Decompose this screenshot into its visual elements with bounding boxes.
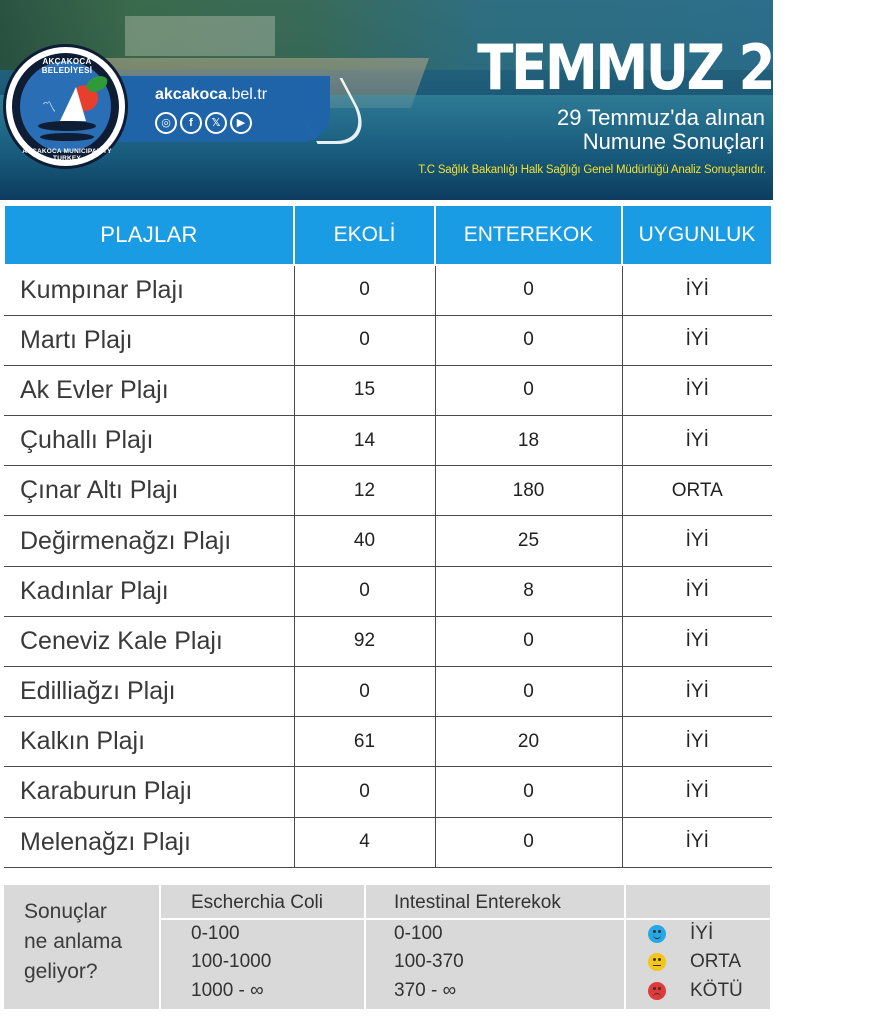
table-row [4,817,772,867]
header-enterekok: ENTEREKOK [435,205,622,265]
enterekok-value: 0 [435,265,622,315]
table-row [4,416,772,466]
page-title: TEMMUZ 2025 [477,31,877,104]
sad-face-icon [648,982,666,1000]
beach-name: Değirmenağzı Plajı [4,516,294,566]
legend-question-line-3: geliyor? [24,960,98,983]
legend-question-line-1: Sonuçlar [24,900,107,923]
beach-name: Kumpınar Plajı [4,265,294,315]
facebook-icon[interactable]: f [180,112,202,134]
legend-enterekok-header: Intestinal Enterekok [394,892,561,913]
instagram-icon[interactable]: ◎ [155,112,177,134]
legend-divider [161,918,770,920]
legend-box [4,885,770,1009]
legend-question-line-2: ne anlama [24,930,123,953]
header-uygunluk: UYGUNLUK [622,205,772,265]
beach-name: Karaburun Plajı [4,767,294,817]
x-icon[interactable]: 𝕏 [205,112,227,134]
header-banner [0,0,877,200]
uygunluk-value: İYİ [622,365,772,415]
beach-name: Çuhallı Plajı [4,416,294,466]
happy-face-icon [648,925,666,943]
ekoli-value: 40 [294,516,435,566]
table-header-row [4,205,772,265]
enterekok-value: 0 [435,667,622,717]
enterekok-value: 0 [435,365,622,415]
beach-name: Kadınlar Plajı [4,566,294,616]
uygunluk-value: İYİ [622,616,772,666]
logo-wave-icon [38,121,96,131]
website-suffix: .bel.tr [227,86,268,103]
social-links [155,112,252,134]
youtube-icon[interactable]: ▶ [230,112,252,134]
uygunluk-value: İYİ [622,265,772,315]
website-domain: akcakoca [155,86,228,103]
results-table [3,204,773,868]
beach-name: Ak Evler Plajı [4,365,294,415]
legend-result: ORTA [690,951,742,972]
uygunluk-value: İYİ [622,566,772,616]
uygunluk-value: İYİ [622,767,772,817]
table-row [4,616,772,666]
logo-text-top: AKÇAKOCA BELEDİYESİ [41,57,93,75]
table-row [4,265,772,315]
header-ekoli: EKOLİ [294,205,435,265]
legend-enterekok-range: 100-370 [394,951,464,972]
legend-coli-range: 100-1000 [191,951,272,972]
uygunluk-value: ORTA [622,466,772,516]
legend-coli-range: 1000 - ∞ [191,980,264,1001]
legend-result: İYİ [690,923,714,944]
ekoli-value: 0 [294,315,435,365]
enterekok-value: 8 [435,566,622,616]
legend-enterekok-range: 370 - ∞ [394,980,457,1001]
enterekok-value: 0 [435,315,622,365]
uygunluk-value: İYİ [622,416,772,466]
enterekok-value: 25 [435,516,622,566]
logo-wave-icon [40,133,94,141]
table-row [4,667,772,717]
enterekok-value: 0 [435,616,622,666]
ekoli-value: 15 [294,365,435,415]
legend-question [4,885,159,1009]
ekoli-value: 92 [294,616,435,666]
uygunluk-value: İYİ [622,817,772,867]
legend-coli-header: Escherchia Coli [191,892,323,913]
beach-name: Martı Plajı [4,315,294,365]
ekoli-value: 14 [294,416,435,466]
logo-bird-icon: 〽 [42,99,56,115]
beach-name: Melenağzı Plajı [4,817,294,867]
enterekok-value: 0 [435,767,622,817]
uygunluk-value: İYİ [622,717,772,767]
ekoli-value: 0 [294,566,435,616]
ekoli-value: 0 [294,767,435,817]
beach-name: Ceneviz Kale Plajı [4,616,294,666]
enterekok-value: 0 [435,817,622,867]
beach-name: Çınar Altı Plajı [4,466,294,516]
legend-enterekok-range: 0-100 [394,923,443,944]
subtitle-line-1: 29 Temmuz'da alınan [556,105,765,130]
table-row [4,566,772,616]
uygunluk-value: İYİ [622,516,772,566]
subtitle-line-2: Numune Sonuçları [582,129,765,154]
results-table-container [3,204,771,868]
neutral-face-icon [648,953,666,971]
table-row [4,516,772,566]
legend-divider [624,885,626,1009]
legend-coli-range: 0-100 [191,923,240,944]
background-building [125,16,275,56]
table-row [4,767,772,817]
table-row [4,315,772,365]
table-row [4,717,772,767]
source-note: T.C Sağlık Bakanlığı Halk Sağlığı Genel Müdürlüğü Analiz Sonuçlarıdır. [418,164,766,176]
table-row [4,466,772,516]
enterekok-value: 20 [435,717,622,767]
website-link[interactable] [155,86,267,104]
beach-name: Kalkın Plajı [4,717,294,767]
legend-divider [364,885,366,1009]
uygunluk-value: İYİ [622,667,772,717]
page-subtitle [470,106,765,154]
legend-result: KÖTÜ [690,980,743,1001]
logo-sail-icon [60,87,86,121]
ekoli-value: 0 [294,265,435,315]
header-plajlar: PLAJLAR [4,205,294,265]
ekoli-value: 0 [294,667,435,717]
enterekok-value: 180 [435,466,622,516]
table-row [4,365,772,415]
municipality-logo [3,44,128,169]
ekoli-value: 61 [294,717,435,767]
ekoli-value: 4 [294,817,435,867]
logo-text-bottom: AKÇAKOCA MUNICIPALITY TURKEY [22,148,112,162]
beach-name: Edilliağzı Plajı [4,667,294,717]
uygunluk-value: İYİ [622,315,772,365]
ekoli-value: 12 [294,466,435,516]
enterekok-value: 18 [435,416,622,466]
legend-divider [159,885,161,1009]
